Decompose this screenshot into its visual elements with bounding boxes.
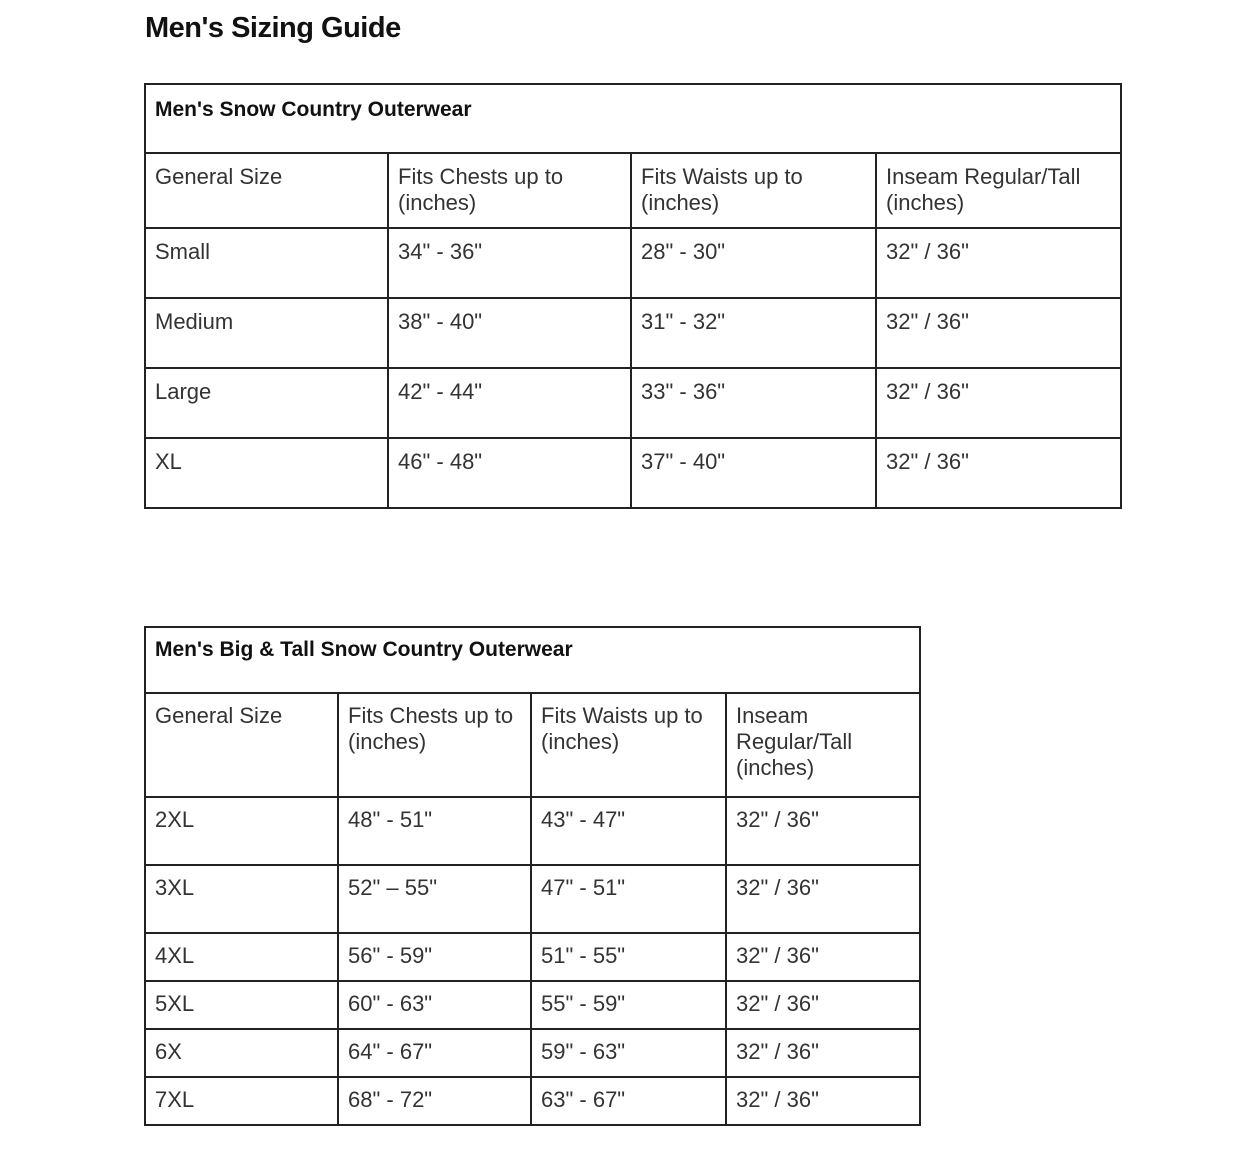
size-cell: XL xyxy=(145,438,388,508)
column-header: Fits Chests up to (inches) xyxy=(338,693,531,797)
size-cell: 2XL xyxy=(145,797,338,865)
size-cell: 5XL xyxy=(145,981,338,1029)
waist-cell: 55" - 59" xyxy=(531,981,726,1029)
inseam-cell: 32" / 36" xyxy=(876,228,1121,298)
inseam-cell: 32" / 36" xyxy=(726,797,920,865)
snow-country-outerwear-table xyxy=(144,83,1122,509)
waist-cell: 28" - 30" xyxy=(631,228,876,298)
inseam-cell: 32" / 36" xyxy=(876,368,1121,438)
column-header: Inseam Regular/Tall (inches) xyxy=(876,153,1121,228)
table-caption-row xyxy=(145,627,920,693)
waist-cell: 33" - 36" xyxy=(631,368,876,438)
waist-cell: 31" - 32" xyxy=(631,298,876,368)
table-row xyxy=(145,933,920,981)
table-header-row xyxy=(145,693,920,797)
column-header: Fits Waists up to (inches) xyxy=(631,153,876,228)
chest-cell: 48" - 51" xyxy=(338,797,531,865)
waist-cell: 59" - 63" xyxy=(531,1029,726,1077)
table-row xyxy=(145,797,920,865)
inseam-cell: 32" / 36" xyxy=(726,933,920,981)
column-header: Fits Waists up to (inches) xyxy=(531,693,726,797)
size-cell: Large xyxy=(145,368,388,438)
inseam-cell: 32" / 36" xyxy=(726,981,920,1029)
inseam-cell: 32" / 36" xyxy=(876,438,1121,508)
table-header-row xyxy=(145,153,1121,228)
table-row xyxy=(145,298,1121,368)
chest-cell: 52" – 55" xyxy=(338,865,531,933)
waist-cell: 43" - 47" xyxy=(531,797,726,865)
table-row xyxy=(145,228,1121,298)
table-row xyxy=(145,438,1121,508)
chest-cell: 38" - 40" xyxy=(388,298,631,368)
inseam-cell: 32" / 36" xyxy=(876,298,1121,368)
size-cell: 3XL xyxy=(145,865,338,933)
waist-cell: 63" - 67" xyxy=(531,1077,726,1125)
size-cell: 7XL xyxy=(145,1077,338,1125)
inseam-cell: 32" / 36" xyxy=(726,1029,920,1077)
table-row xyxy=(145,368,1121,438)
table-row xyxy=(145,1029,920,1077)
chest-cell: 64" - 67" xyxy=(338,1029,531,1077)
column-header: General Size xyxy=(145,693,338,797)
waist-cell: 47" - 51" xyxy=(531,865,726,933)
table-caption: Men's Big & Tall Snow Country Outerwear xyxy=(145,627,920,693)
column-header: Inseam Regular/Tall (inches) xyxy=(726,693,920,797)
column-header: General Size xyxy=(145,153,388,228)
size-cell: Small xyxy=(145,228,388,298)
table-row xyxy=(145,981,920,1029)
big-and-tall-outerwear-table xyxy=(144,626,921,1126)
chest-cell: 56" - 59" xyxy=(338,933,531,981)
size-cell: Medium xyxy=(145,298,388,368)
inseam-cell: 32" / 36" xyxy=(726,865,920,933)
chest-cell: 46" - 48" xyxy=(388,438,631,508)
table-caption-row xyxy=(145,84,1121,153)
chest-cell: 34" - 36" xyxy=(388,228,631,298)
chest-cell: 42" - 44" xyxy=(388,368,631,438)
column-header: Fits Chests up to (inches) xyxy=(388,153,631,228)
waist-cell: 51" - 55" xyxy=(531,933,726,981)
size-cell: 6X xyxy=(145,1029,338,1077)
page-title: Men's Sizing Guide xyxy=(145,12,401,44)
inseam-cell: 32" / 36" xyxy=(726,1077,920,1125)
chest-cell: 60" - 63" xyxy=(338,981,531,1029)
table-row xyxy=(145,865,920,933)
waist-cell: 37" - 40" xyxy=(631,438,876,508)
table-caption: Men's Snow Country Outerwear xyxy=(145,84,1121,153)
size-cell: 4XL xyxy=(145,933,338,981)
table-row xyxy=(145,1077,920,1125)
chest-cell: 68" - 72" xyxy=(338,1077,531,1125)
